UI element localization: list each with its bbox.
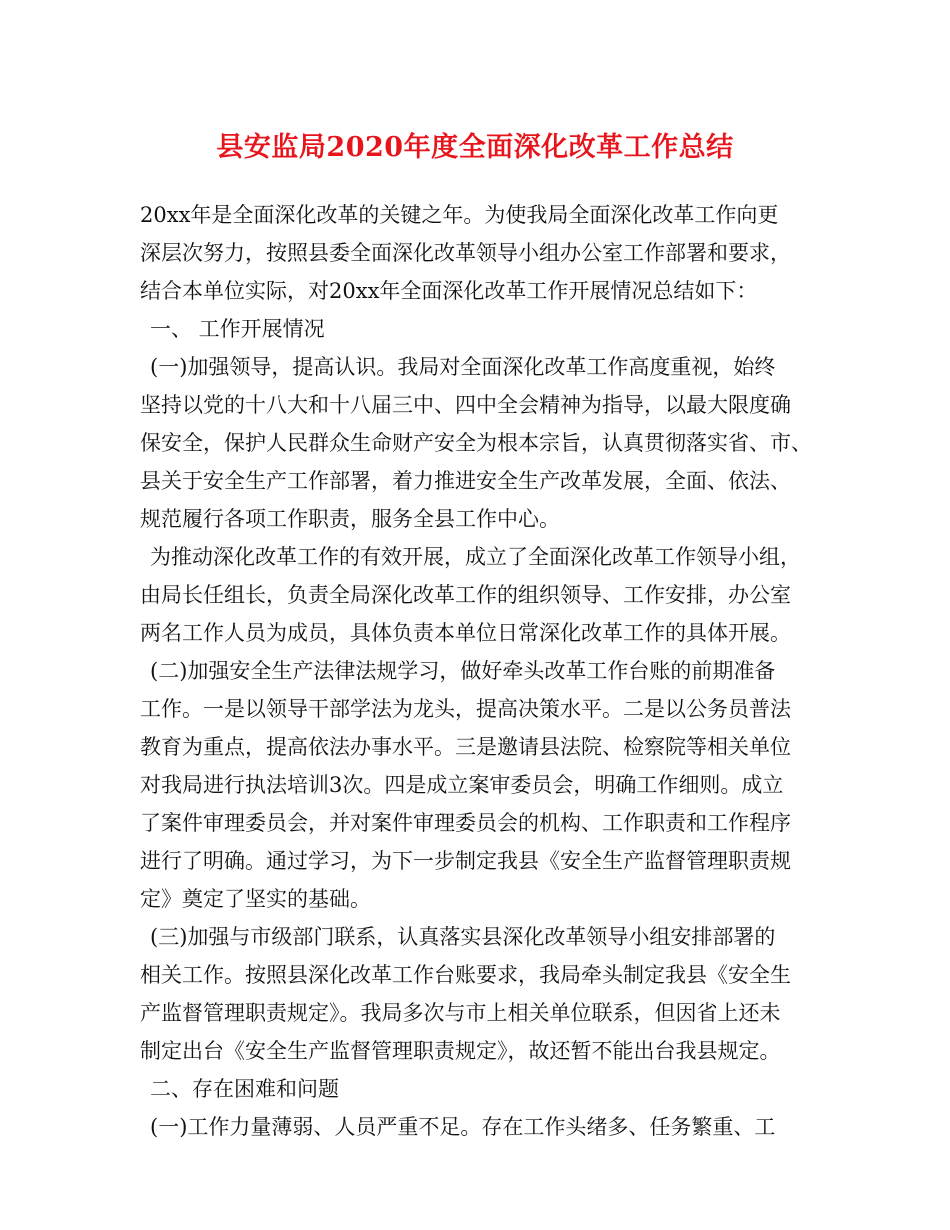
body-line: 对我局进行执法培训3次。四是成立案审委员会，明确工作细则。成立 — [140, 773, 784, 797]
body-line: 了案件审理委员会，并对案件审理委员会的机构、工作职责和工作程序 — [140, 811, 791, 835]
body-line: 保安全，保护人民群众生命财产安全为根本宗旨，认真贯彻落实省、市、 — [140, 431, 812, 455]
body-line: 结合本单位实际，对20xx年全面深化改革工作开展情况总结如下： — [140, 279, 758, 303]
body-line: 20xx年是全面深化改革的关键之年。为使我局全面深化改革工作向更 — [140, 203, 779, 227]
section-heading: 一、 工作开展情况 — [150, 317, 325, 341]
body-line: 工作。一是以领导干部学法为龙头，提高决策水平。二是以公务员普法 — [140, 697, 791, 721]
body-line: (三)加强与市级部门联系，认真落实县深化改革领导小组安排部署的 — [150, 925, 776, 949]
body-line: 县关于安全生产工作部署，着力推进安全生产改革发展，全面、依法、 — [140, 469, 791, 493]
body-line: 坚持以党的十八大和十八届三中、四中全会精神为指导，以最大限度确 — [140, 393, 791, 417]
document-title: 县安监局2020年度全面深化改革工作总结 — [216, 132, 734, 163]
body-line: 两名工作人员为成员，具体负责本单位日常深化改革工作的具体开展。 — [140, 621, 791, 645]
body-line: 由局长任组长，负责全局深化改革工作的组织领导、工作安排，办公室 — [140, 583, 791, 607]
body-line: 规范履行各项工作职责，服务全县工作中心。 — [140, 507, 560, 531]
body-line: 产监督管理职责规定》。我局多次与市上相关单位联系，但因省上还未 — [140, 1001, 781, 1025]
body-line: 制定出台《安全生产监督管理职责规定》，故还暂不能出台我县规定。 — [140, 1039, 781, 1063]
body-line: (二)加强安全生产法律法规学习，做好牵头改革工作台账的前期准备 — [150, 659, 776, 683]
body-line: 定》奠定了坚实的基础。 — [140, 887, 371, 911]
body-line: (一)工作力量薄弱、人员严重不足。存在工作头绪多、任务繁重、工 — [150, 1115, 776, 1139]
section-heading: 二、存在困难和问题 — [150, 1077, 339, 1101]
body-line: 深层次努力，按照县委全面深化改革领导小组办公室工作部署和要求， — [140, 241, 791, 265]
body-line: 为推动深化改革工作的有效开展，成立了全面深化改革工作领导小组， — [150, 545, 801, 569]
body-line: (一)加强领导，提高认识。我局对全面深化改革工作高度重视，始终 — [150, 355, 776, 379]
body-line: 相关工作。按照县深化改革工作台账要求，我局牵头制定我县《安全生 — [140, 963, 791, 987]
body-line: 进行了明确。通过学习，为下一步制定我县《安全生产监督管理职责规 — [140, 849, 791, 873]
body-line: 教育为重点，提高依法办事水平。三是邀请县法院、检察院等相关单位 — [140, 735, 791, 759]
